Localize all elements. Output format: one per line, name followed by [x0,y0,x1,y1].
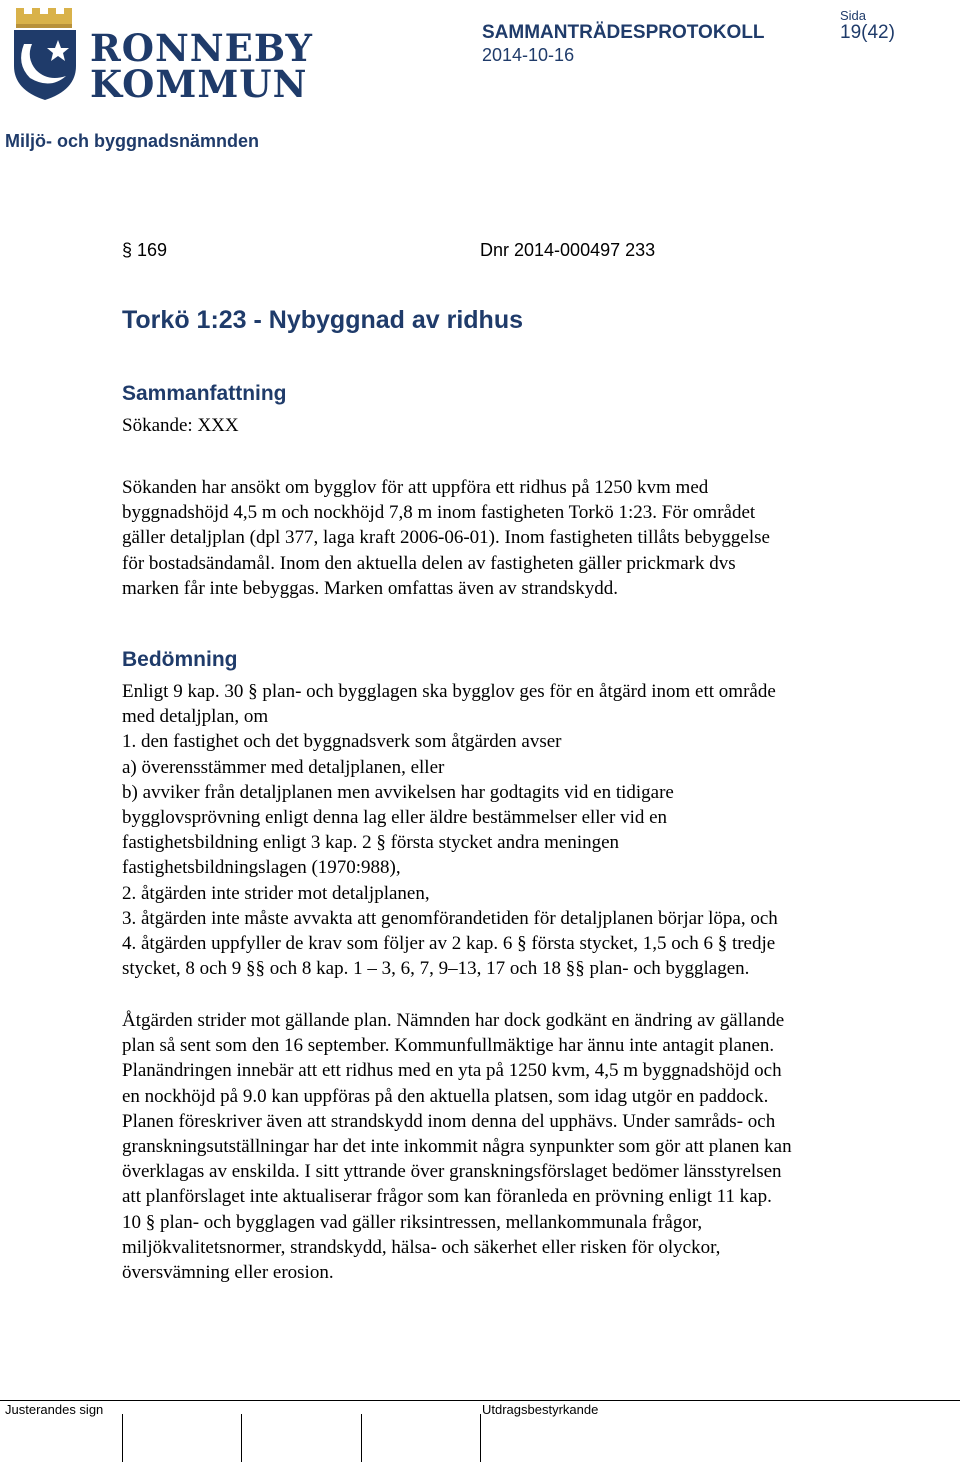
conclusion-text [122,1008,912,1285]
municipality-logo [10,4,313,106]
text-line: 10 § plan- och bygglagen vad gäller riksintressen, mellankommunala frågor, [122,1211,703,1233]
text-line: Sökanden har ansökt om bygglov för att uppföra ett ridhus på 1250 kvm med [122,477,709,498]
text-line: miljökvalitetsnormer, strandskydd, hälsa- och säkerhet eller risken för olyckor, [122,1236,721,1258]
page-number: 19(42) [840,22,895,43]
text-line: fastighetsbildning enligt 3 kap. 2 § första stycket andra meningen [122,832,620,854]
signature-box-divider [122,1414,123,1462]
signature-box-divider [361,1414,362,1462]
summary-text [122,475,912,601]
text-line: en nockhöjd på 9.0 kan uppföras på den aktuella platsen, som idag utgör en paddock. [122,1085,769,1107]
text-line: översvämning eller erosion. [122,1262,334,1284]
text-line: stycket, 8 och 9 §§ och 8 kap. 1 – 3, 6, 7, 9–13, 17 och 18 §§ plan- och bygglagen. [122,958,750,980]
text-line: med detaljplan, om [122,706,269,728]
signature-box-divider [480,1414,481,1462]
text-line: Planen föreskriver även att strandskydd inom denna del upphävs. Under samråds- och [122,1110,776,1132]
logo-text-kommun: KOMMUN [90,62,308,106]
text-line: att planförslaget inte aktualiserar frågor som kan föranleda en prövning enligt 11 kap. [122,1186,772,1208]
text-line: Enligt 9 kap. 30 § plan- och bygglagen ska bygglov ges för en åtgärd inom ett område [122,681,776,702]
text-line: Åtgärden strider mot gällande plan. Nämnden har dock godkänt en ändring av gällande [122,1010,785,1031]
text-line: byggnadshöjd 4,5 m och nockhöjd 7,8 m inom fastigheten Torkö 1:23. För området [122,502,756,524]
text-line: gäller detaljplan (dpl 377, laga kraft 2006-06-01). Inom fastigheten tillåts bebyggelse [122,527,770,549]
signature-label: Justerandes sign [5,1402,104,1417]
text-line: granskningsutställningar har det inte inkommit några synpunkter som gör att planen kan [122,1136,792,1158]
case-number: Dnr 2014-000497 233 [480,240,656,260]
text-line: Planändringen innebär att ett ridhus med en yta på 1250 kvm, 4,5 m byggnadshöjd och [122,1060,782,1082]
paragraph-number: § 169 [122,240,168,260]
text-line: 4. åtgärden uppfyller de krav som följer av 2 kap. 6 § första stycket, 1,5 och 6 § tredje [122,933,776,955]
text-line: fastighetsbildningslagen (1970:988), [122,857,401,879]
text-line: a) överensstämmer med detaljplanen, eller [122,756,445,778]
summary-heading: Sammanfattning [122,382,287,405]
text-line: överklagas av enskilda. I sitt yttrande över granskningsförslaget bedömer länsstyrelsen [122,1161,782,1183]
text-line: bygglovsprövning enligt denna lag eller äldre bestämmelser eller vid en [122,807,668,829]
board-name: Miljö- och byggnadsnämnden [5,131,260,151]
logo-text-ronneby: RONNEBY [90,26,313,70]
text-line: b) avviker från detaljplanen men avvikelsen har godtagits vid en tidigare [122,781,674,803]
text-line: 1. den fastighet och det byggnadsverk som åtgärden avser [122,731,562,753]
assessment-heading: Bedömning [122,648,238,671]
document-type: SAMMANTRÄDESPROTOKOLL [482,22,765,43]
text-line: 3. åtgärden inte måste avvakta att genomförandetiden för detaljplanen börjar löpa, och [122,907,778,929]
text-line: plan så sent som den 16 september. Kommunfullmäktige har ännu inte antagit planen. [122,1035,775,1057]
footer-divider [0,1400,960,1401]
assessment-text [122,679,912,981]
applicant-line: Sökande: XXX [122,415,239,436]
extract-certification-label: Utdragsbestyrkande [482,1402,599,1417]
page-label: Sida [840,8,867,23]
text-line: för bostadsändamål. Inom den aktuella delen av fastigheten gäller prickmark dvs [122,552,736,574]
text-line: 2. åtgärden inte strider mot detaljplanen, [122,882,430,904]
page-title: Torkö 1:23 - Nybyggnad av ridhus [122,306,524,334]
meeting-date: 2014-10-16 [482,45,575,65]
coat-of-arms-icon [10,4,80,102]
signature-box-divider [241,1414,242,1462]
text-line: marken får inte bebyggas. Marken omfattas även av strandskydd. [122,577,618,599]
